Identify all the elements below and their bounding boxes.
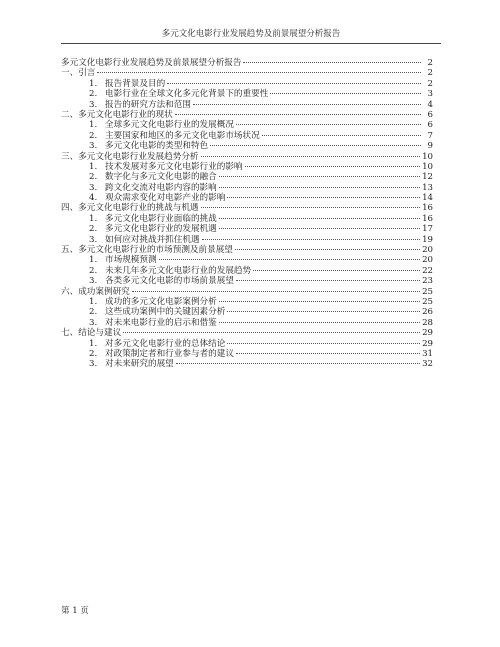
- toc-entry-number: 2.: [89, 89, 98, 100]
- toc-leader-dots: [236, 353, 420, 354]
- toc-entry-title: 技术发展对多元文化电影行业的影响: [105, 161, 243, 172]
- toc-entry-title: 全球多元文化电影行业的发展概况: [105, 120, 234, 131]
- toc-page-number: 6: [427, 109, 433, 120]
- toc-entry-title: 成功的多元文化电影案例分析: [105, 296, 217, 307]
- toc-entry-number: 3.: [89, 182, 98, 193]
- toc-entry-title: 主要国家和地区的多元文化电影市场状况: [105, 130, 260, 141]
- toc-entry-number: 3.: [89, 234, 98, 245]
- toc-leader-dots: [227, 197, 420, 198]
- toc-entry[interactable]: [61, 193, 433, 203]
- toc-leader-dots: [201, 156, 421, 157]
- toc-page-number: 3: [427, 89, 433, 100]
- toc-entry[interactable]: [61, 58, 433, 68]
- toc-page-number: 16: [422, 203, 433, 214]
- toc-entry-title: 五、多元文化电影行业的市场预测及前景展望: [61, 245, 233, 256]
- toc-page-number: 2: [427, 78, 433, 89]
- toc-entry[interactable]: [61, 110, 433, 120]
- toc-page-number: 10: [422, 161, 433, 172]
- toc-page-number: 25: [422, 296, 433, 307]
- toc-entry-number: 1.: [89, 120, 98, 131]
- toc-leader-dots: [219, 176, 420, 177]
- page-number: 第 1 页: [61, 606, 89, 616]
- toc-entry-number: 2.: [89, 307, 98, 318]
- toc-page-number: 10: [422, 151, 433, 162]
- toc-page-number: 19: [422, 234, 433, 245]
- toc-leader-dots: [219, 187, 420, 188]
- toc-entry[interactable]: [61, 255, 433, 265]
- toc-entry-number: 4.: [89, 193, 98, 204]
- toc-entry[interactable]: [61, 183, 433, 193]
- toc-entry[interactable]: [61, 328, 433, 338]
- toc-entry[interactable]: [61, 131, 433, 141]
- toc-page-number: 4: [427, 99, 433, 110]
- toc-entry[interactable]: [61, 339, 433, 349]
- toc-entry-title: 这些成功案例中的关键因素分析: [105, 307, 226, 318]
- toc-entry[interactable]: [61, 245, 433, 255]
- toc-entry-title: 一、引言: [61, 68, 96, 79]
- toc-leader-dots: [97, 72, 421, 73]
- toc-page-number: 6: [427, 120, 433, 131]
- toc-page-number: 16: [422, 213, 433, 224]
- toc-entry-title: 对多元文化电影行业的总体结论: [105, 338, 226, 349]
- toc-leader-dots: [123, 332, 420, 333]
- toc-entry[interactable]: [61, 89, 433, 99]
- toc-page-number: 25: [422, 286, 433, 297]
- toc-entry[interactable]: [61, 307, 433, 317]
- toc-page-number: 29: [422, 328, 433, 339]
- toc-entry-number: 2.: [89, 348, 98, 359]
- toc-entry-title: 多元文化电影行业面临的挑战: [105, 213, 217, 224]
- toc-entry[interactable]: [61, 297, 433, 307]
- toc-entry[interactable]: [61, 203, 433, 213]
- toc-page-number: 20: [422, 245, 433, 256]
- toc-entry-title: 各类多元文化电影的市场前景展望: [105, 276, 234, 287]
- toc-entry-number: 3.: [89, 317, 98, 328]
- toc-entry[interactable]: [61, 235, 433, 245]
- toc-entry-title: 对未来电影行业的启示和借鉴: [105, 317, 217, 328]
- toc-page-number: 9: [427, 141, 433, 152]
- toc-page-number: 22: [422, 265, 433, 276]
- toc-entry[interactable]: [61, 349, 433, 359]
- toc-leader-dots: [175, 114, 421, 115]
- toc-entry-title: 七、结论与建议: [61, 328, 122, 339]
- toc-entry[interactable]: [61, 266, 433, 276]
- toc-entry-number: 2.: [89, 172, 98, 183]
- toc-entry[interactable]: [61, 172, 433, 182]
- header-rule: [61, 43, 441, 44]
- toc-page-number: 29: [422, 338, 433, 349]
- toc-entry[interactable]: [61, 359, 433, 369]
- toc-leader-dots: [227, 311, 420, 312]
- toc-leader-dots: [236, 280, 420, 281]
- toc-entry[interactable]: [61, 276, 433, 286]
- toc-entry[interactable]: [61, 287, 433, 297]
- toc-entry-title: 多元文化电影行业发展趋势及前景展望分析报告: [61, 58, 242, 68]
- toc-entry-title: 报告的研究方法和范围: [105, 99, 191, 110]
- toc-entry-number: 3.: [89, 276, 98, 287]
- toc-entry-title: 未来几年多元文化电影行业的发展趋势: [105, 265, 252, 276]
- toc-page-number: 32: [422, 359, 433, 370]
- toc-entry[interactable]: [61, 224, 433, 234]
- toc-entry[interactable]: [61, 318, 433, 328]
- toc-page-number: 2: [427, 58, 433, 68]
- toc-entry-title: 六、成功案例研究: [61, 286, 130, 297]
- toc-entry-number: 3.: [89, 359, 98, 370]
- toc-entry-number: 2.: [89, 130, 98, 141]
- toc-leader-dots: [210, 145, 421, 146]
- toc-leader-dots: [219, 218, 420, 219]
- toc-leader-dots: [219, 322, 420, 323]
- toc-entry-title: 电影行业在全球文化多元化背景下的重要性: [105, 89, 269, 100]
- toc-page-number: 26: [422, 307, 433, 318]
- toc-entry-title: 二、多元文化电影行业的现状: [61, 109, 173, 120]
- toc-page-number: 13: [422, 182, 433, 193]
- table-of-contents: [61, 58, 433, 370]
- toc-page-number: 14: [422, 193, 433, 204]
- toc-leader-dots: [167, 83, 421, 84]
- toc-entry-title: 报告背景及目的: [105, 78, 166, 89]
- toc-leader-dots: [219, 228, 420, 229]
- toc-entry-title: 四、多元文化电影行业的挑战与机遇: [61, 203, 199, 214]
- toc-leader-dots: [202, 239, 421, 240]
- toc-leader-dots: [245, 166, 421, 167]
- toc-leader-dots: [270, 93, 421, 94]
- toc-page-number: 20: [422, 255, 433, 266]
- toc-page-number: 23: [422, 276, 433, 287]
- toc-entry[interactable]: [61, 68, 433, 78]
- toc-entry-title: 市场规模预测: [105, 255, 157, 266]
- toc-leader-dots: [219, 301, 420, 302]
- toc-leader-dots: [236, 124, 421, 125]
- toc-entry-title: 多元文化电影的类型和特色: [105, 141, 209, 152]
- toc-entry-number: 2.: [89, 224, 98, 235]
- toc-entry-number: 1.: [89, 338, 98, 349]
- toc-entry-title: 对未来研究的展望: [105, 359, 174, 370]
- toc-leader-dots: [243, 62, 421, 63]
- toc-entry-number: 1.: [89, 213, 98, 224]
- toc-page-number: 28: [422, 317, 433, 328]
- toc-leader-dots: [235, 249, 420, 250]
- toc-entry[interactable]: [61, 141, 433, 151]
- toc-entry[interactable]: [61, 79, 433, 89]
- running-header: 多元文化电影行业发展趋势及前景展望分析报告: [161, 29, 341, 39]
- toc-entry-number: 1.: [89, 296, 98, 307]
- toc-leader-dots: [262, 135, 421, 136]
- toc-entry-number: 3.: [89, 141, 98, 152]
- toc-leader-dots: [132, 291, 420, 292]
- toc-entry-number: 3.: [89, 99, 98, 110]
- toc-entry-title: 对政策制定者和行业参与者的建议: [105, 348, 234, 359]
- toc-entry[interactable]: [61, 100, 433, 110]
- toc-leader-dots: [201, 207, 421, 208]
- toc-entry[interactable]: [61, 214, 433, 224]
- toc-entry[interactable]: [61, 152, 433, 162]
- toc-leader-dots: [193, 104, 421, 105]
- toc-entry-title: 观众需求变化对电影产业的影响: [105, 193, 226, 204]
- toc-entry-number: 1.: [89, 78, 98, 89]
- toc-entry-title: 跨文化交流对电影内容的影响: [105, 182, 217, 193]
- toc-entry-title: 数字化与多元文化电影的融合: [105, 172, 217, 183]
- toc-leader-dots: [176, 363, 420, 364]
- toc-entry[interactable]: [61, 162, 433, 172]
- toc-entry-number: 1.: [89, 255, 98, 266]
- toc-page-number: 31: [422, 348, 433, 359]
- toc-entry-number: 2.: [89, 265, 98, 276]
- toc-entry-title: 如何应对挑战并抓住机遇: [105, 234, 200, 245]
- toc-page-number: 17: [422, 224, 433, 235]
- toc-leader-dots: [159, 259, 420, 260]
- toc-leader-dots: [253, 270, 420, 271]
- toc-entry[interactable]: [61, 120, 433, 130]
- toc-entry-number: 1.: [89, 161, 98, 172]
- toc-entry-title: 多元文化电影行业的发展机遇: [105, 224, 217, 235]
- toc-leader-dots: [227, 343, 420, 344]
- toc-page-number: 7: [427, 130, 433, 141]
- toc-entry-title: 三、多元文化电影行业发展趋势分析: [61, 151, 199, 162]
- toc-page-number: 2: [427, 68, 433, 79]
- toc-page-number: 12: [422, 172, 433, 183]
